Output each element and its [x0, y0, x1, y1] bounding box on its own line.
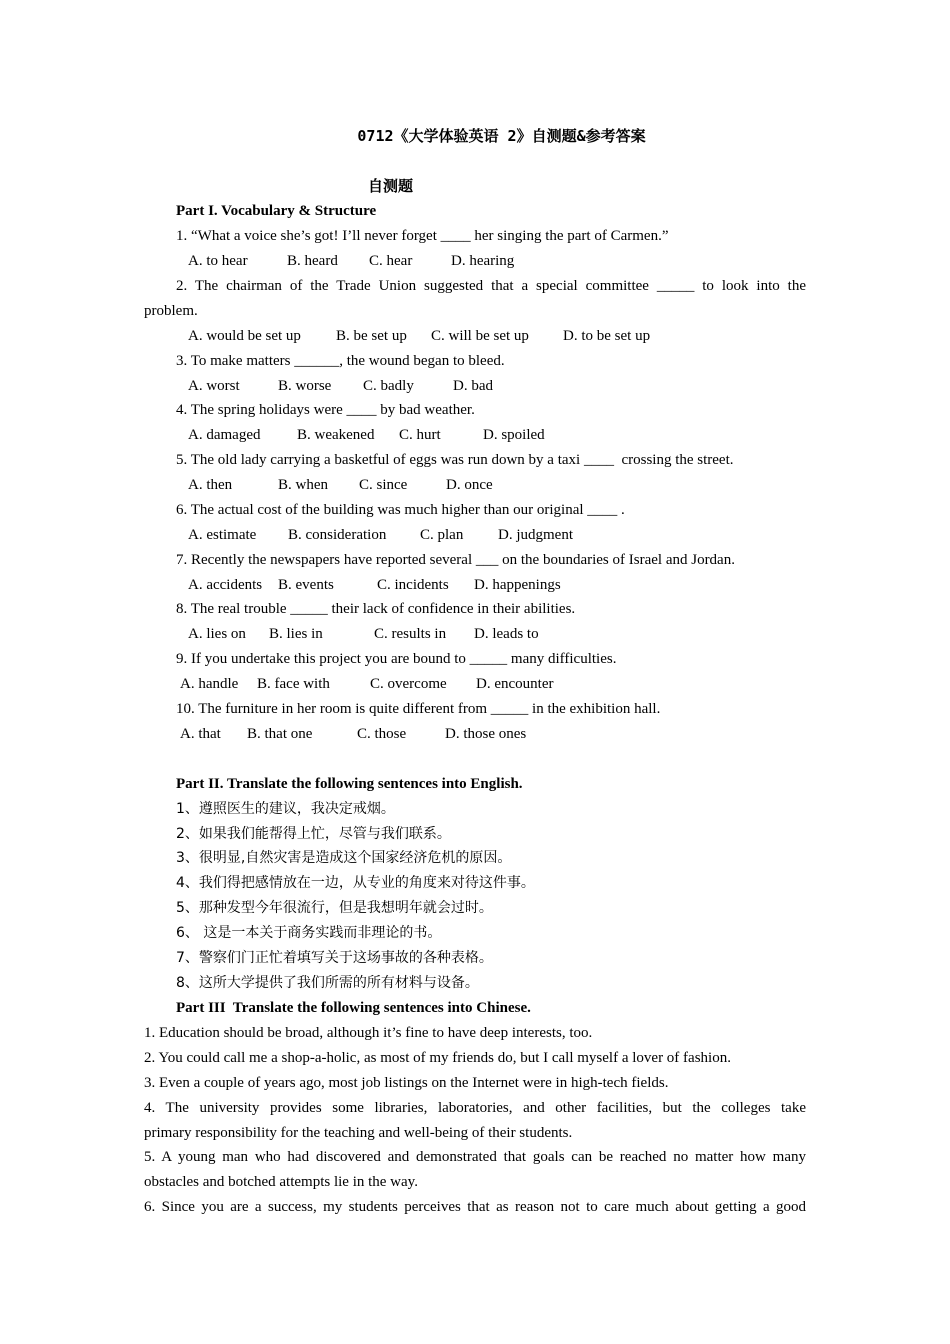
option: D. once — [446, 477, 493, 493]
option: C. results in — [374, 626, 447, 642]
sentence-4-line2: primary responsibility for the teaching and well-being of their students. — [144, 1125, 573, 1141]
question-9-options — [180, 672, 553, 697]
section-subtitle: 自测题 — [368, 177, 414, 195]
option: D. leads to — [474, 626, 539, 642]
question-2-options — [188, 324, 650, 349]
option: A. would be set up — [188, 328, 301, 344]
question-7-options — [188, 573, 561, 598]
translation-item: 5、那种发型今年很流行，但是我想明年就会过时。 — [176, 900, 493, 916]
option: D. judgment — [498, 527, 573, 543]
question-1: 1. “What a voice she’s got! I’ll never forget ____ her singing the part of Carmen.” — [176, 228, 669, 244]
option: A. to hear — [188, 253, 248, 269]
option: C. incidents — [377, 577, 449, 593]
option: D. happenings — [474, 577, 561, 593]
part2-heading: Part II. Translate the following sentences into English. — [176, 776, 523, 792]
question-9: 9. If you undertake this project you are bound to _____ many difficulties. — [176, 651, 617, 667]
sentence-3: 3. Even a couple of years ago, most job listings on the Internet were in high-tech fields. — [144, 1075, 669, 1091]
option: C. hurt — [399, 427, 441, 443]
question-6: 6. The actual cost of the building was much higher than our original ____ . — [176, 502, 625, 518]
part3-heading: Part III Translate the following sentences into Chinese. — [176, 1000, 531, 1016]
option: A. then — [188, 477, 233, 493]
question-2-line2: problem. — [144, 303, 198, 319]
translation-item: 8、这所大学提供了我们所需的所有材料与设备。 — [176, 975, 479, 991]
question-8-options — [188, 622, 539, 647]
question-6-options — [188, 523, 573, 548]
sentence-1: 1. Education should be broad, although it’s fine to have deep interests, too. — [144, 1025, 593, 1041]
part1-heading: Part I. Vocabulary & Structure — [176, 203, 377, 219]
question-4-options — [188, 423, 545, 448]
translation-item: 4、我们得把感情放在一边，从专业的角度来对待这件事。 — [176, 875, 535, 891]
question-10-options — [180, 722, 526, 747]
translation-item: 6、 这是一本关于商务实践而非理论的书。 — [176, 925, 442, 941]
question-3-options — [188, 374, 493, 399]
option: D. hearing — [451, 253, 515, 269]
question-3: 3. To make matters ______, the wound began to bleed. — [176, 353, 505, 369]
option: A. worst — [188, 378, 240, 394]
sentence-5-line1: 5. A young man who had discovered and demonstrated that goals can be reached no matter how many — [144, 1149, 806, 1165]
question-7: 7. Recently the newspapers have reported several ___ on the boundaries of Israel and Jordan. — [176, 552, 735, 568]
question-8: 8. The real trouble _____ their lack of confidence in their abilities. — [176, 601, 576, 617]
option: C. overcome — [370, 676, 447, 692]
option: D. those ones — [445, 726, 527, 742]
option: D. encounter — [476, 676, 554, 692]
sentence-2: 2. You could call me a shop-a-holic, as most of my friends do, but I call myself a lover of fashion. — [144, 1050, 731, 1066]
translation-item: 1、遵照医生的建议，我决定戒烟。 — [176, 801, 395, 817]
option: D. spoiled — [483, 427, 545, 443]
translation-item: 3、很明显,自然灾害是造成这个国家经济危机的原因。 — [176, 850, 512, 866]
option: B. weakened — [297, 427, 375, 443]
translation-item: 2、如果我们能帮得上忙，尽管与我们联系。 — [176, 826, 451, 842]
option: A. estimate — [188, 527, 257, 543]
option: B. face with — [257, 676, 330, 692]
option: A. handle — [180, 676, 239, 692]
option: B. worse — [278, 378, 332, 394]
option: B. that one — [247, 726, 313, 742]
translation-item: 7、警察们门正忙着填写关于这场事故的各种表格。 — [176, 950, 493, 966]
option: C. plan — [420, 527, 464, 543]
option: A. lies on — [188, 626, 246, 642]
question-5-options — [188, 473, 493, 498]
option: B. lies in — [269, 626, 323, 642]
option: B. events — [278, 577, 334, 593]
option: B. when — [278, 477, 328, 493]
option: A. damaged — [188, 427, 261, 443]
sentence-5-line2: obstacles and botched attempts lie in the way. — [144, 1174, 418, 1190]
question-5: 5. The old lady carrying a basketful of eggs was run down by a taxi ____ crossing the street. — [176, 452, 734, 468]
option: B. heard — [287, 253, 338, 269]
option: C. those — [357, 726, 407, 742]
option: C. will be set up — [431, 328, 529, 344]
question-4: 4. The spring holidays were ____ by bad weather. — [176, 402, 475, 418]
question-1-options — [188, 249, 514, 274]
option: A. that — [180, 726, 221, 742]
option: B. be set up — [336, 328, 407, 344]
question-10: 10. The furniture in her room is quite different from _____ in the exhibition hall. — [176, 701, 661, 717]
question-2-line1: 2. The chairman of the Trade Union suggested that a special committee _____ to look into the — [176, 278, 806, 294]
option: C. since — [359, 477, 408, 493]
option: D. bad — [453, 378, 493, 394]
option: A. accidents — [188, 577, 263, 593]
option: B. consideration — [288, 527, 387, 543]
sentence-4-line1: 4. The university provides some libraries, laboratories, and other facilities, but the colleges take — [144, 1100, 806, 1116]
sentence-6-line1: 6. Since you are a success, my students perceives that as reason not to care much about getting a good — [144, 1199, 806, 1215]
option: D. to be set up — [563, 328, 651, 344]
option: C. badly — [363, 378, 414, 394]
document-title: 0712《大学体验英语 2》自测题&参考答案 — [357, 127, 646, 145]
option: C. hear — [369, 253, 413, 269]
